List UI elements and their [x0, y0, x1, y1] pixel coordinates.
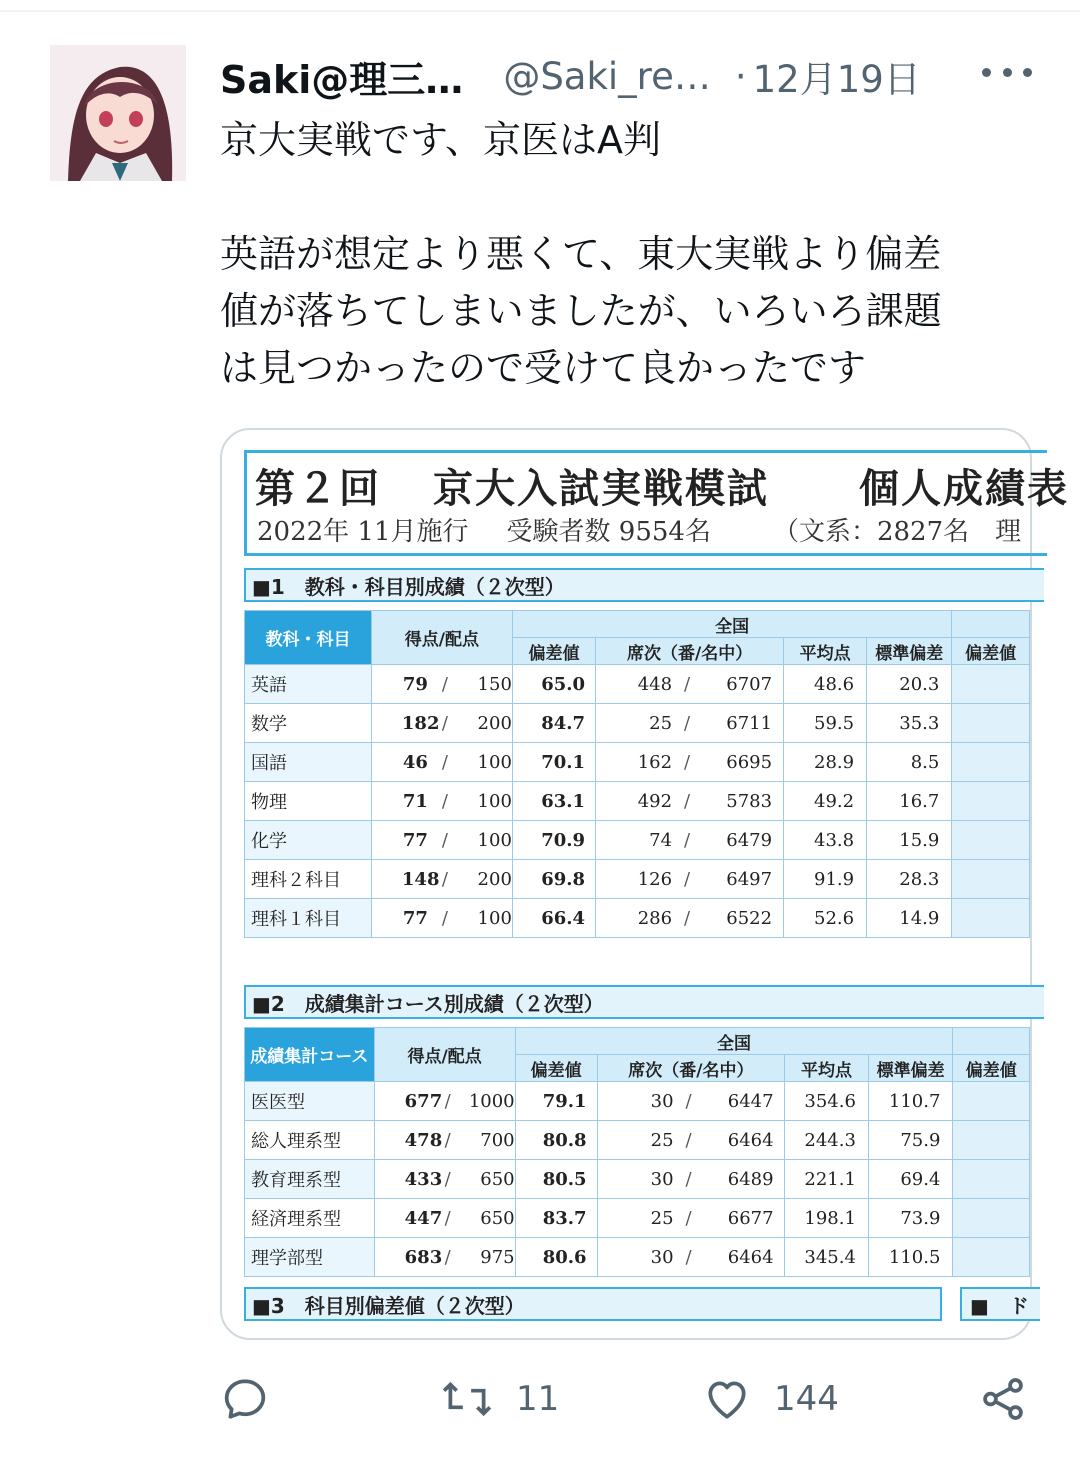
row-label: 数学 [245, 704, 372, 743]
rank-cell [596, 743, 784, 782]
score-value: 77 [402, 907, 428, 929]
score-cell [374, 1160, 515, 1199]
max-score-value: 100 [477, 829, 512, 851]
score-cell [371, 743, 512, 782]
tweet-text-line: 京大実戦です、京医はA判 [220, 118, 661, 162]
max-score-value: 650 [480, 1168, 515, 1190]
average-value: 48.6 [784, 665, 867, 704]
deviation-value: 83.7 [515, 1199, 597, 1238]
more-button[interactable] [982, 52, 1032, 92]
stddev-value: 28.3 [867, 860, 952, 899]
table-row [245, 782, 1030, 821]
table-row [245, 743, 1030, 782]
rank-total-value: 6479 [726, 829, 773, 851]
score-slash: / [441, 829, 448, 851]
rank-value: 492 [637, 790, 673, 812]
rank-slash: / [684, 907, 691, 929]
header-national: 全国 [512, 611, 951, 638]
blank-cell [953, 1199, 1030, 1238]
max-score-value: 1000 [468, 1090, 515, 1112]
score-slash: / [441, 751, 448, 773]
report-examinee-count: 受験者数 9554名 [506, 517, 711, 547]
score-slash: / [444, 1168, 451, 1190]
score-value: 71 [402, 790, 428, 812]
more-horizontal-icon [1003, 68, 1012, 77]
deviation-value: 79.1 [515, 1082, 597, 1121]
score-cell [371, 782, 512, 821]
row-label: 理学部型 [245, 1238, 375, 1277]
stddev-value: 20.3 [867, 665, 952, 704]
score-slash: / [441, 673, 448, 695]
tweet-text-line: は見つかったので受けて良かったです [220, 346, 867, 390]
score-cell [371, 899, 512, 938]
blank-cell [953, 1082, 1030, 1121]
rank-slash: / [684, 751, 691, 773]
score-cell [371, 860, 512, 899]
tweet-text-line: 値が落ちてしまいましたが、いろいろ課題 [220, 289, 942, 333]
rank-cell [596, 860, 784, 899]
score-slash: / [444, 1246, 451, 1268]
score-value: 683 [404, 1246, 443, 1268]
like-button[interactable] [702, 1366, 839, 1432]
rank-slash: / [684, 868, 691, 890]
row-label: 化学 [245, 821, 372, 860]
rank-slash: / [685, 1129, 692, 1151]
score-value: 148 [401, 868, 440, 890]
rank-total-value: 6464 [727, 1246, 774, 1268]
rank-total-value: 6522 [726, 907, 773, 929]
rank-total-value: 6464 [727, 1129, 774, 1151]
rank-slash: / [684, 829, 691, 851]
average-value: 49.2 [784, 782, 867, 821]
table-row [245, 1082, 1030, 1121]
max-score-value: 100 [477, 790, 512, 812]
deviation-value: 65.0 [512, 665, 595, 704]
stddev-value: 15.9 [867, 821, 952, 860]
rank-total-value: 6711 [726, 712, 773, 734]
rank-cell [597, 1199, 785, 1238]
rank-total-value: 6489 [727, 1168, 774, 1190]
rank-value: 126 [637, 868, 673, 890]
like-count: 144 [774, 1379, 839, 1419]
deviation-value: 63.1 [512, 782, 595, 821]
rank-cell [597, 1160, 785, 1199]
rank-slash: / [684, 673, 691, 695]
rank-cell [596, 665, 784, 704]
score-value: 77 [402, 829, 428, 851]
rank-total-value: 5783 [726, 790, 773, 812]
score-slash: / [441, 712, 448, 734]
blank-cell [953, 1121, 1030, 1160]
tweet-actions [220, 1366, 1040, 1432]
report-breakdown: （文系：2827名 理 [772, 517, 1022, 547]
table-row [245, 665, 1030, 704]
row-label: 総人理系型 [245, 1121, 375, 1160]
report-subtitle [257, 511, 1021, 548]
header-stddev: 標準偏差 [867, 638, 952, 665]
rank-value: 30 [650, 1246, 674, 1268]
tweet-text [220, 112, 1050, 397]
header-stddev: 標準偏差 [868, 1055, 953, 1082]
blank-cell [952, 743, 1030, 782]
rank-cell [597, 1121, 785, 1160]
rank-slash: / [685, 1207, 692, 1229]
avatar[interactable] [50, 45, 186, 181]
tweet-text-blank-line [220, 169, 1050, 226]
rank-total-value: 6497 [726, 868, 773, 890]
report-title-number: 第２回 [255, 465, 381, 512]
rank-total-value: 6707 [726, 673, 773, 695]
tweet-header [220, 48, 921, 104]
stddev-value: 16.7 [867, 782, 952, 821]
share-icon [978, 1374, 1028, 1424]
section3-side-title: ■ ド [960, 1287, 1040, 1321]
report-title-type: 個人成績表 [859, 465, 1069, 512]
stddev-value: 35.3 [867, 704, 952, 743]
score-slash: / [441, 790, 448, 812]
score-cell [374, 1121, 515, 1160]
header-subject: 教科・科目 [245, 611, 372, 665]
tweet-text-line: 英語が想定より悪くて、東大実戦より偏差 [220, 232, 942, 276]
stddev-value: 14.9 [867, 899, 952, 938]
deviation-value: 66.4 [512, 899, 595, 938]
tweet-media-image[interactable] [220, 428, 1069, 1340]
report-title [255, 457, 1069, 514]
row-label: 理科１科目 [245, 899, 372, 938]
score-cell [374, 1199, 515, 1238]
score-slash: / [441, 868, 448, 890]
score-cell [371, 704, 512, 743]
score-value: 182 [401, 712, 440, 734]
header-blank [952, 611, 1030, 638]
more-horizontal-icon [1023, 68, 1032, 77]
score-value: 433 [404, 1168, 443, 1190]
rank-total-value: 6695 [726, 751, 773, 773]
deviation-value: 69.8 [512, 860, 595, 899]
rank-cell [596, 704, 784, 743]
table-row [245, 1199, 1030, 1238]
max-score-value: 100 [477, 751, 512, 773]
header-course: 成績集計コース [245, 1028, 375, 1082]
stddev-value: 69.4 [868, 1160, 953, 1199]
more-horizontal-icon [982, 68, 991, 77]
rank-value: 448 [637, 673, 673, 695]
rank-value: 30 [650, 1168, 674, 1190]
rank-value: 25 [650, 1129, 674, 1151]
report-title-box [244, 450, 1069, 556]
table-row [245, 899, 1030, 938]
rank-slash: / [684, 790, 691, 812]
score-value: 46 [402, 751, 428, 773]
header-score: 得点/配点 [371, 611, 512, 665]
rank-value: 25 [649, 712, 673, 734]
table-row [245, 860, 1030, 899]
max-score-value: 700 [480, 1129, 515, 1151]
top-divider [0, 0, 1080, 12]
deviation-value: 80.8 [515, 1121, 597, 1160]
section2-title: ■2 成績集計コース別成績（２次型） [244, 985, 1044, 1019]
rank-cell [596, 821, 784, 860]
stddev-value: 8.5 [867, 743, 952, 782]
stddev-value: 110.7 [868, 1082, 953, 1121]
subject-score-table [244, 610, 1030, 938]
rank-slash: / [685, 1090, 692, 1112]
report-exam-date: 2022年 11月施行 [257, 517, 469, 547]
avatar-illustration [50, 45, 186, 181]
score-value: 677 [404, 1090, 443, 1112]
row-label: 物理 [245, 782, 372, 821]
blank-cell [952, 665, 1030, 704]
retweet-count: 11 [516, 1379, 560, 1419]
rank-cell [597, 1238, 785, 1277]
average-value: 198.1 [785, 1199, 869, 1238]
row-label: 英語 [245, 665, 372, 704]
share-button[interactable] [978, 1366, 1028, 1432]
rank-slash: / [684, 712, 691, 734]
row-label: 医医型 [245, 1082, 375, 1121]
score-slash: / [441, 907, 448, 929]
display-name[interactable]: Saki@理三… [220, 57, 464, 102]
stddev-value: 73.9 [868, 1199, 953, 1238]
rank-value: 162 [637, 751, 673, 773]
blank-cell [952, 899, 1030, 938]
tweet-date[interactable]: 12月19日 [752, 58, 921, 101]
score-report [222, 430, 1069, 1338]
average-value: 52.6 [784, 899, 867, 938]
header-deviation2: 偏差値 [953, 1055, 1030, 1082]
score-cell [371, 665, 512, 704]
section3-title: ■3 科目別偏差値（２次型） [244, 1287, 942, 1321]
retweet-button[interactable] [440, 1366, 559, 1432]
average-value: 28.9 [784, 743, 867, 782]
reply-icon [220, 1374, 270, 1424]
score-cell [374, 1082, 515, 1121]
rank-cell [596, 899, 784, 938]
header-deviation: 偏差値 [512, 638, 595, 665]
rank-value: 74 [649, 829, 673, 851]
table-row [245, 1238, 1030, 1277]
score-slash: / [444, 1129, 451, 1151]
score-cell [371, 821, 512, 860]
max-score-value: 150 [477, 673, 512, 695]
row-label: 国語 [245, 743, 372, 782]
row-label: 教育理系型 [245, 1160, 375, 1199]
blank-cell [953, 1160, 1030, 1199]
retweet-icon [440, 1374, 494, 1424]
deviation-value: 70.9 [512, 821, 595, 860]
rank-total-value: 6677 [727, 1207, 774, 1229]
stddev-value: 75.9 [868, 1121, 953, 1160]
header-rank: 席次（番/名中） [596, 638, 784, 665]
blank-cell [952, 860, 1030, 899]
deviation-value: 80.6 [515, 1238, 597, 1277]
report-title-exam: 京大入試実戦模試 [433, 465, 769, 512]
header-average: 平均点 [784, 638, 867, 665]
max-score-value: 650 [480, 1207, 515, 1229]
header-national: 全国 [515, 1028, 953, 1055]
average-value: 244.3 [785, 1121, 869, 1160]
header-average: 平均点 [785, 1055, 869, 1082]
deviation-value: 80.5 [515, 1160, 597, 1199]
blank-cell [952, 821, 1030, 860]
section1-title: ■1 教科・科目別成績（２次型） [244, 568, 1044, 602]
score-value: 79 [402, 673, 428, 695]
max-score-value: 200 [477, 712, 512, 734]
table-row [245, 1160, 1030, 1199]
average-value: 43.8 [784, 821, 867, 860]
reply-button[interactable] [220, 1366, 292, 1432]
table-row [245, 704, 1030, 743]
score-slash: / [444, 1207, 451, 1229]
rank-value: 286 [637, 907, 673, 929]
row-label: 理科２科目 [245, 860, 372, 899]
average-value: 91.9 [784, 860, 867, 899]
user-handle[interactable]: @Saki_re… [503, 54, 711, 98]
header-blank [953, 1028, 1030, 1055]
blank-cell [953, 1238, 1030, 1277]
header-deviation: 偏差値 [515, 1055, 597, 1082]
rank-cell [596, 782, 784, 821]
max-score-value: 100 [477, 907, 512, 929]
header-rank: 席次（番/名中） [597, 1055, 785, 1082]
average-value: 59.5 [784, 704, 867, 743]
max-score-value: 200 [477, 868, 512, 890]
rank-slash: / [685, 1246, 692, 1268]
table-row [245, 821, 1030, 860]
table-row [245, 1121, 1030, 1160]
row-label: 経済理系型 [245, 1199, 375, 1238]
header-separator: · [734, 54, 747, 98]
blank-cell [952, 782, 1030, 821]
stddev-value: 110.5 [868, 1238, 953, 1277]
rank-slash: / [685, 1168, 692, 1190]
score-slash: / [444, 1090, 451, 1112]
rank-value: 25 [650, 1207, 674, 1229]
deviation-value: 70.1 [512, 743, 595, 782]
score-value: 478 [404, 1129, 443, 1151]
deviation-value: 84.7 [512, 704, 595, 743]
average-value: 345.4 [785, 1238, 869, 1277]
score-value: 447 [404, 1207, 443, 1229]
rank-total-value: 6447 [727, 1090, 774, 1112]
course-score-table [244, 1027, 1030, 1277]
header-deviation2: 偏差値 [952, 638, 1030, 665]
average-value: 354.6 [785, 1082, 869, 1121]
blank-cell [952, 704, 1030, 743]
max-score-value: 975 [480, 1246, 515, 1268]
average-value: 221.1 [785, 1160, 869, 1199]
score-cell [374, 1238, 515, 1277]
header-score: 得点/配点 [374, 1028, 515, 1082]
rank-cell [597, 1082, 785, 1121]
heart-icon [702, 1374, 752, 1424]
rank-value: 30 [650, 1090, 674, 1112]
